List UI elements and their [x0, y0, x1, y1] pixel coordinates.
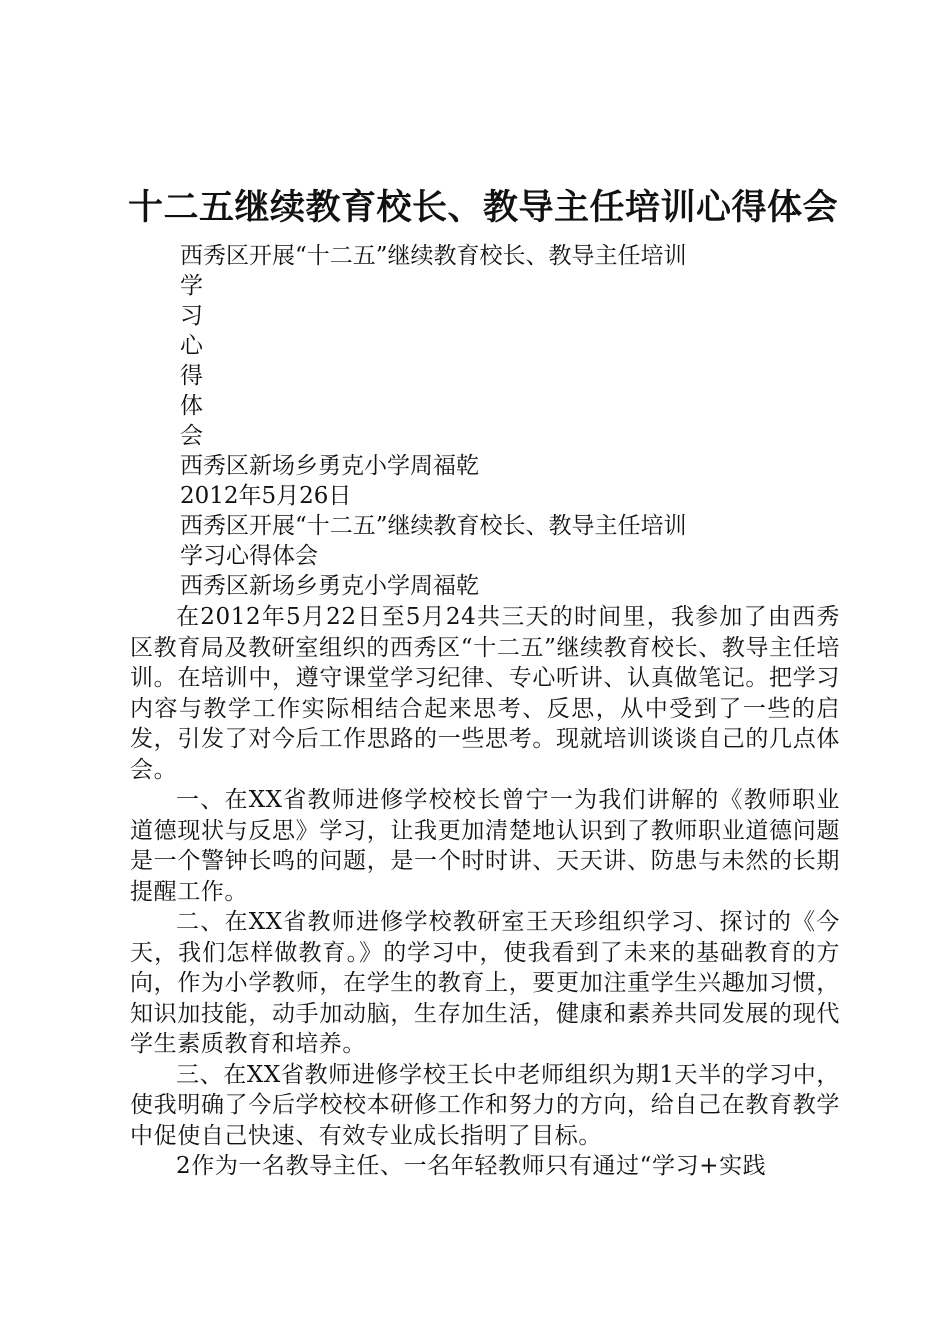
body-paragraph: 在2012年5月22日至5月24共三天的时间里，我参加了由西秀区教育局及教研室组织的西秀区“十二五”继续教育校长、教导主任培训。在培训中，遵守课堂学习纪律、专心听讲、认真做笔记。把学习内容与教学工作实际相结合起来思考、反思，从中受到了一些的启发，引发了对今后工作思路的一些思考。现就培训谈谈自己的几点体会。 [130, 604, 840, 783]
author-line: 西秀区新场乡勇克小学周福乾 [180, 573, 479, 599]
document-body [130, 602, 840, 1182]
header-line: 体 [180, 393, 203, 419]
body-paragraph: 2作为一名教导主任、一名年轻教师只有通过“学习+实践 [176, 1153, 767, 1179]
body-paragraph: 二、在XX省教师进修学校教研室王天珍组织学习、探讨的《今天，我们怎样做教育。》的学习中，使我看到了未来的基础教育的方向，作为小学教师，在学生的教育上，要更加注重学生兴趣加习惯，知识加技能，动手加动脑，生存加生活，健康和素养共同发展的现代学生素质教育和培养。 [130, 909, 840, 1057]
header-line: 会 [180, 423, 203, 449]
header-line: 习 [180, 303, 203, 329]
date-line: 2012年5月26日 [180, 483, 352, 509]
header-line: 心 [180, 333, 203, 359]
header-line: 学习心得体会 [180, 543, 318, 569]
header-line: 学 [180, 273, 203, 299]
header-line: 得 [180, 363, 203, 389]
header-line: 西秀区开展“十二五”继续教育校长、教导主任培训 [180, 243, 687, 269]
header-line: 西秀区开展“十二五”继续教育校长、教导主任培训 [180, 513, 687, 539]
author-line: 西秀区新场乡勇克小学周福乾 [180, 453, 479, 479]
body-paragraph: 一、在XX省教师进修学校校长曾宁一为我们讲解的《教师职业道德现状与反思》学习，让我更加清楚地认识到了教师职业道德问题是一个警钟长鸣的问题，是一个时时讲、天天讲、防患与未然的长期提醒工作。 [130, 787, 840, 905]
document-title: 十二五继续教育校长、教导主任培训心得体会 [128, 187, 839, 228]
body-paragraph: 三、在XX省教师进修学校王长中老师组织为期1天半的学习中，使我明确了今后学校校本研修工作和努力的方向，给自己在教育教学中促使自己快速、有效专业成长指明了目标。 [130, 1061, 840, 1149]
